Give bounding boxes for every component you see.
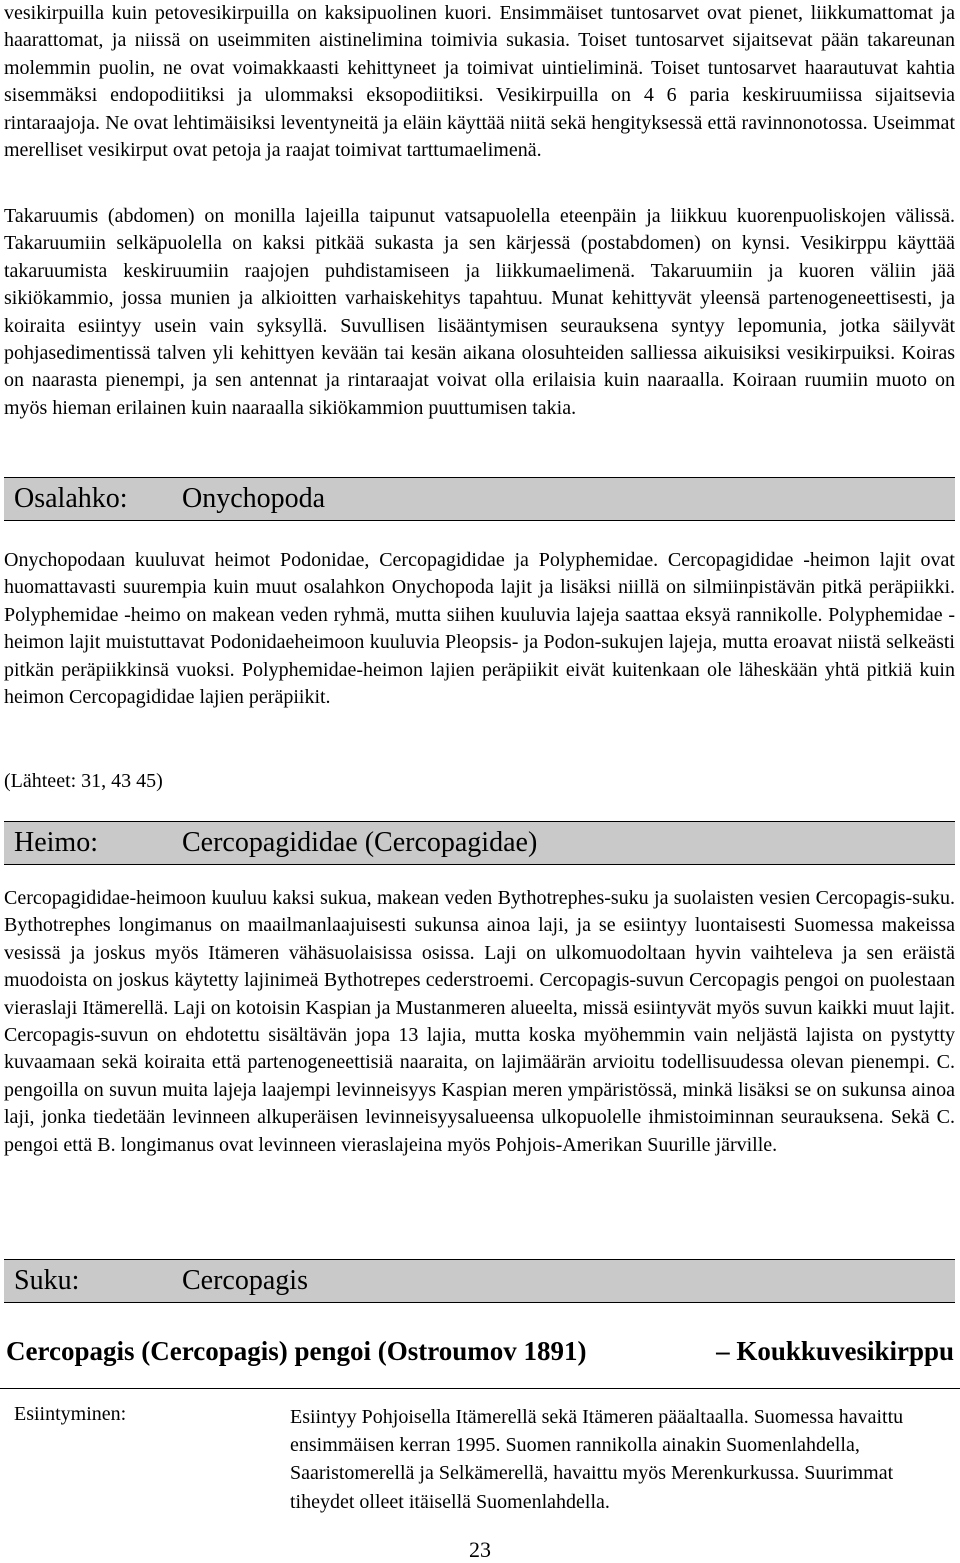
page-number: 23 <box>469 1537 491 1562</box>
occurrence-text: Esiintyy Pohjoisella Itämerellä sekä Itämeren pääaltaalla. Suomessa havaittu ensimmäisen kerran 1995. Suomen rannikolla ainakin Suomenlahdella, Saaristomerellä ja Selkämerellä, havaittu myös Merenkurkussa. Suurimmat tiheydet olleet itäisellä Suomenlahdella. <box>290 1406 904 1513</box>
species-common-name: – Koukkuvesikirppu <box>716 1336 954 1366</box>
section-label: Suku: <box>14 1265 80 1296</box>
paragraph-crustacean-anatomy: vesikirpuilla kuin petovesikirpuilla on kaksipuolinen kuori. Ensimmäiset tuntosarvet ovat pienet, liikkumattomat ja haarattomat, ja niissä on useimmiten aistinelimina toimivia sukasia. Toiset tuntosarvet sijaitsevat pään takareunan molemmin puolin, ne ovat voimakkaasti kehittyneet ja toimivat uintieliminä. Toiset tuntosarvet haarautuvat kahtia sisemmäksi endopodiitiksi ja ulommaksi eksopodiitiksi. Vesikirpuilla on 4 6 paria keskiruumiissa sijaitsevia rintaraajoja. Ne ovat lehtimäisiksi leventyneitä ja eläin käyttää niitä sekä hengityksessä että ravinnonotossa. Useimmat merelliset vesikirput ovat petoja ja raajat toimivat tarttumaelimenä. <box>4 2 955 162</box>
section-value: Onychopoda <box>182 483 326 514</box>
paragraph-abdomen: Takaruumis (abdomen) on monilla lajeilla taipunut vatsapuolella eteenpäin ja liikkuu kuorenpuoliskojen välissä. Takaruumiin selkäpuolella on kaksi pitkää sukasta ja sen kärjessä (postabdomen) on kynsi. Vesikirppu käyttää takaruumista keskiruumiin raajojen puhdistamiseen ja liikkumaelimenä. Takaruumiin ja kuoren väliin jää sikiökammio, jossa munien ja alkioitten varhaiskehitys tapahtuu. Munat kehittyvät yleensä partenogeneettisesti, ja koiraita esiintyy usein vain syksyllä. Suvullisen lisääntymisen seurauksena syntyy lepomunia, jotka säilyvät pohjasedimentissä talven yli kehittyen kevään tai kesän aikana olosuhteiden salliessa aikuisiksi vesikirpuiksi. Koiras on naarasta pienempi, ja sen antennat ja rintaraajat voivat olla erilaisia kuin naaraalla. Koiraan ruumiin muoto on myös hieman erilainen kuin naaraalla sikiökammion puuttumisen takia. <box>4 205 955 419</box>
section-header-heimo <box>4 821 955 865</box>
paragraph-cercopagididae: Cercopagididae-heimoon kuuluu kaksi sukua, makean veden Bythotrephes-suku ja suolaisten vesien Cercopagis-suku. Bythotrephes longimanus on maailmanlaajuisesti sukunsa ainoa laji, ja se esiintyy luontaisesti Suomessa makeissa vesissä ja joskus myös Itämeren vähäsuolaisissa osissa. Laji on ulkomuodoltaan hyvin vaihteleva ja sen eräistä muodoista on joskus käytetty lajinimeä Bythotrepes cederstroemi. Cercopagis-suvun Cercopagis pengoi on puolestaan vieraslaji Itämerellä. Laji on kotoisin Kaspian ja Mustanmeren alueelta, missä esiintyvät myös suvun kaikki muut lajit. Cercopagis-suvun on ehdotettu sisältävän jopa 13 lajia, mutta koska myöhemmin vain neljästä lajista on pystytty kuvaamaan sekä koiraita että partenogeneettisiä naaraita, on lajimäärän arvioitu todellisuudessa olevan pienempi. C. pengoilla on suvun muita lajeja laajempi levinneisyys Kaspian meren ympäristössä, minkä lisäksi se on sukunsa ainoa laji, jonka tiedetään levinneen alkuperäisen levinneisyysalueensa ulkopuolelle ihmistoiminnan seurauksena. Sekä C. pengoi että B. longimanus ovat levinneen vieraslajeina myös Pohjois-Amerikan Suurille järville. <box>4 887 955 1156</box>
paragraph-onychopoda: Onychopodaan kuuluvat heimot Podonidae, Cercopagididae ja Polyphemidae. Cercopagididae -heimon lajit ovat huomattavasti suurempia kuin muut osalahkon Onychopoda lajit ja lisäksi niillä on silmiinpistävän pitkä peräpiikki. Polyphemidae -heimo on makean veden ryhmä, mutta siihen kuuluvia lajeja saattaa eksyä rannikolle. Polyphemidae -heimon lajit muistuttavat Podonidaeheimoon kuuluvia Pleopsis- ja Podon-sukujen lajeja, mutta eroavat niistä selkeästi pitkän peräpiikkinsä vuoksi. Polyphemidae-heimon lajien peräpiikit eivät kuitenkaan ole läheskään yhtä pitkiä kuin heimon Cercopagididae lajien peräpiikit. <box>4 549 955 709</box>
occurrence-table <box>0 1388 960 1519</box>
section-value: Cercopagis <box>182 1265 308 1296</box>
section-label: Heimo: <box>14 827 98 858</box>
species-scientific-name: Cercopagis (Cercopagis) pengoi (Ostroumov 1891) <box>6 1336 587 1366</box>
sources-note: (Lähteet: 31, 43 45) <box>4 770 163 792</box>
occurrence-label: Esiintyminen: <box>14 1403 127 1425</box>
species-common-name-text: Koukkuvesikirppu <box>736 1336 954 1366</box>
section-value: Cercopagididae (Cercopagidae) <box>182 827 538 858</box>
section-header-suku <box>4 1259 955 1303</box>
species-heading <box>6 1330 954 1374</box>
section-header-osalahko <box>4 477 955 521</box>
section-label: Osalahko: <box>14 483 128 514</box>
